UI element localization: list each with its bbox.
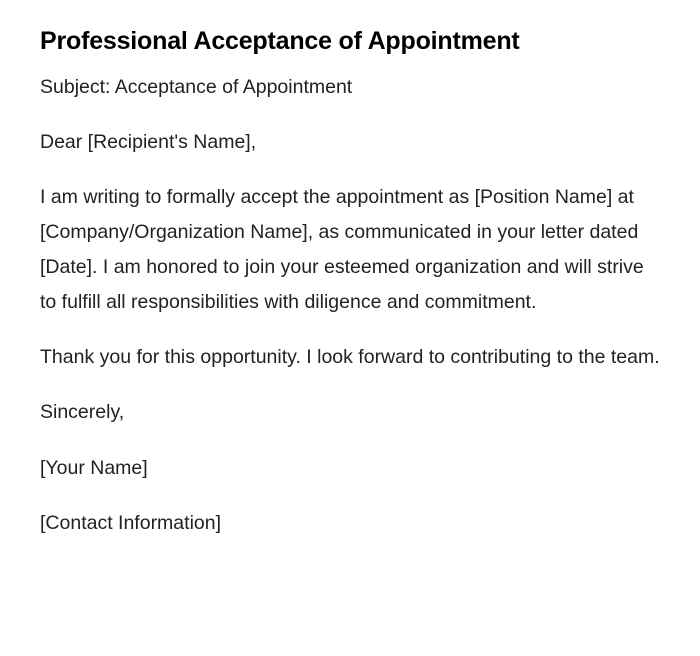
body-paragraph-thanks: Thank you for this opportunity. I look forward to contributing to the team.	[40, 346, 660, 368]
greeting: Dear [Recipient's Name],	[40, 131, 257, 153]
contact-information: [Contact Information]	[40, 512, 222, 534]
body-paragraph-acceptance: I am writing to formally accept the appointment as [Position Name] at [Company/Organization Name], as communicated in your letter dated [Date]. I am honored to join your esteemed organization and will strive to fulfill all responsibilities with diligence and commitment.	[40, 186, 644, 313]
document-title: Professional Acceptance of Appointment	[40, 27, 520, 55]
letter-document	[40, 24, 660, 541]
subject-line: Subject: Acceptance of Appointment	[40, 76, 353, 98]
closing: Sincerely,	[40, 401, 125, 423]
signature-name: [Your Name]	[40, 457, 148, 479]
